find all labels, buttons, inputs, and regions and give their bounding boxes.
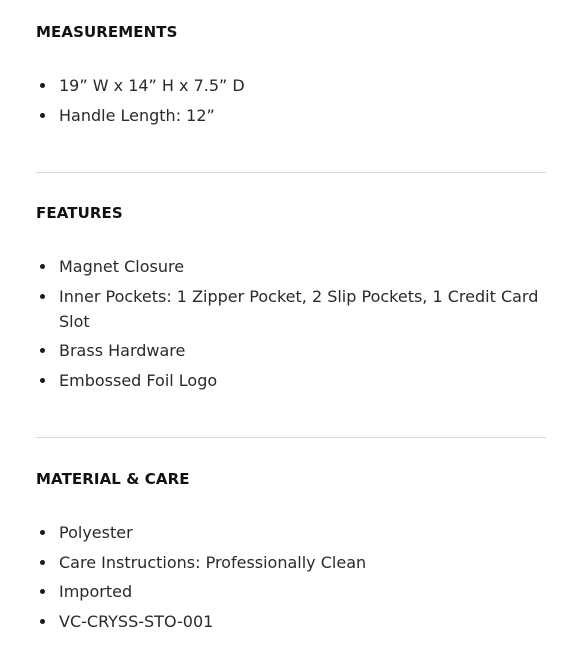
features-heading: FEATURES — [36, 204, 123, 222]
material-care-list — [36, 520, 546, 638]
list-item: Care Instructions: Professionally Clean — [36, 550, 546, 575]
measurements-heading: MEASUREMENTS — [36, 23, 178, 41]
measurements-list — [36, 73, 546, 132]
list-item: VC-CRYSS-STO-001 — [36, 609, 546, 634]
list-item: Brass Hardware — [36, 338, 546, 363]
list-item: Handle Length: 12” — [36, 103, 546, 128]
list-item: Polyester — [36, 520, 546, 545]
material-care-section — [36, 469, 546, 631]
list-item: 19” W x 14” H x 7.5” D — [36, 73, 546, 98]
features-list — [36, 254, 546, 397]
list-item: Imported — [36, 579, 546, 604]
features-section — [36, 203, 546, 390]
list-item: Inner Pockets: 1 Zipper Pocket, 2 Slip Pockets, 1 Credit Card Slot — [36, 284, 546, 334]
list-item: Magnet Closure — [36, 254, 546, 279]
measurements-section — [36, 22, 546, 125]
list-item: Embossed Foil Logo — [36, 368, 546, 393]
section-divider — [36, 437, 546, 438]
material-care-heading: MATERIAL & CARE — [36, 470, 190, 488]
section-divider — [36, 172, 546, 173]
